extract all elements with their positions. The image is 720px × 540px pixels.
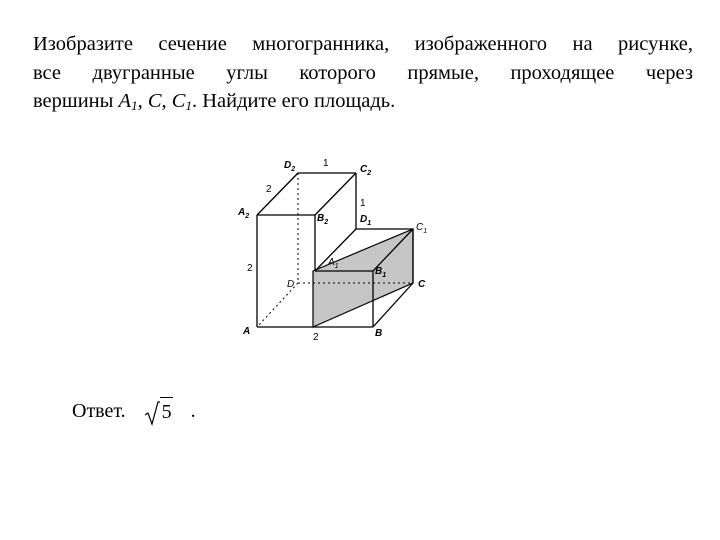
label-d: D xyxy=(287,279,295,290)
dim-left-height: 2 xyxy=(247,263,253,274)
dim-right-height: 1 xyxy=(360,198,366,209)
section-polygon xyxy=(313,229,413,327)
sqrt-sign-icon xyxy=(144,400,160,426)
label-b2: $B_2$ xyxy=(317,213,329,226)
dim-top-depth: 2 xyxy=(266,184,272,195)
label-b: B xyxy=(375,328,383,339)
answer-terminator: . xyxy=(190,399,196,422)
problem-line-1: Изобразите сечение многогранника, изображенного на рисунке, xyxy=(33,33,693,55)
label-a2: $A_2$ xyxy=(238,207,250,220)
label-c2: $C_2$ xyxy=(360,164,372,177)
label-d2: $D_2$ xyxy=(284,160,296,173)
label-d1: $D_1$ xyxy=(360,214,372,227)
label-c: C xyxy=(418,279,426,290)
label-a1: $A_1$ xyxy=(328,257,339,270)
radicand: 5 xyxy=(160,397,173,426)
label-a: A xyxy=(243,326,251,337)
problem-line-3: вершины $A_1$, C, $C_1$. Найдите его площадь. xyxy=(33,90,396,113)
label-b1: $B_1$ xyxy=(375,266,387,279)
dim-bottom-edge: 2 xyxy=(313,332,319,343)
answer-label: Ответ. xyxy=(72,399,126,422)
answer-line xyxy=(72,395,196,426)
dimension-labels xyxy=(247,158,366,343)
vertex-a1: $A_1$ xyxy=(118,90,138,113)
label-c1: $C_1$ xyxy=(416,222,428,235)
problem-line-2: все двугранные углы которого прямые, проходящее через xyxy=(33,61,693,84)
vertex-c: C xyxy=(147,90,162,112)
dim-top-edge: 1 xyxy=(323,158,329,169)
vertex-c1: $C_1$ xyxy=(171,90,192,113)
answer-value xyxy=(144,395,173,426)
